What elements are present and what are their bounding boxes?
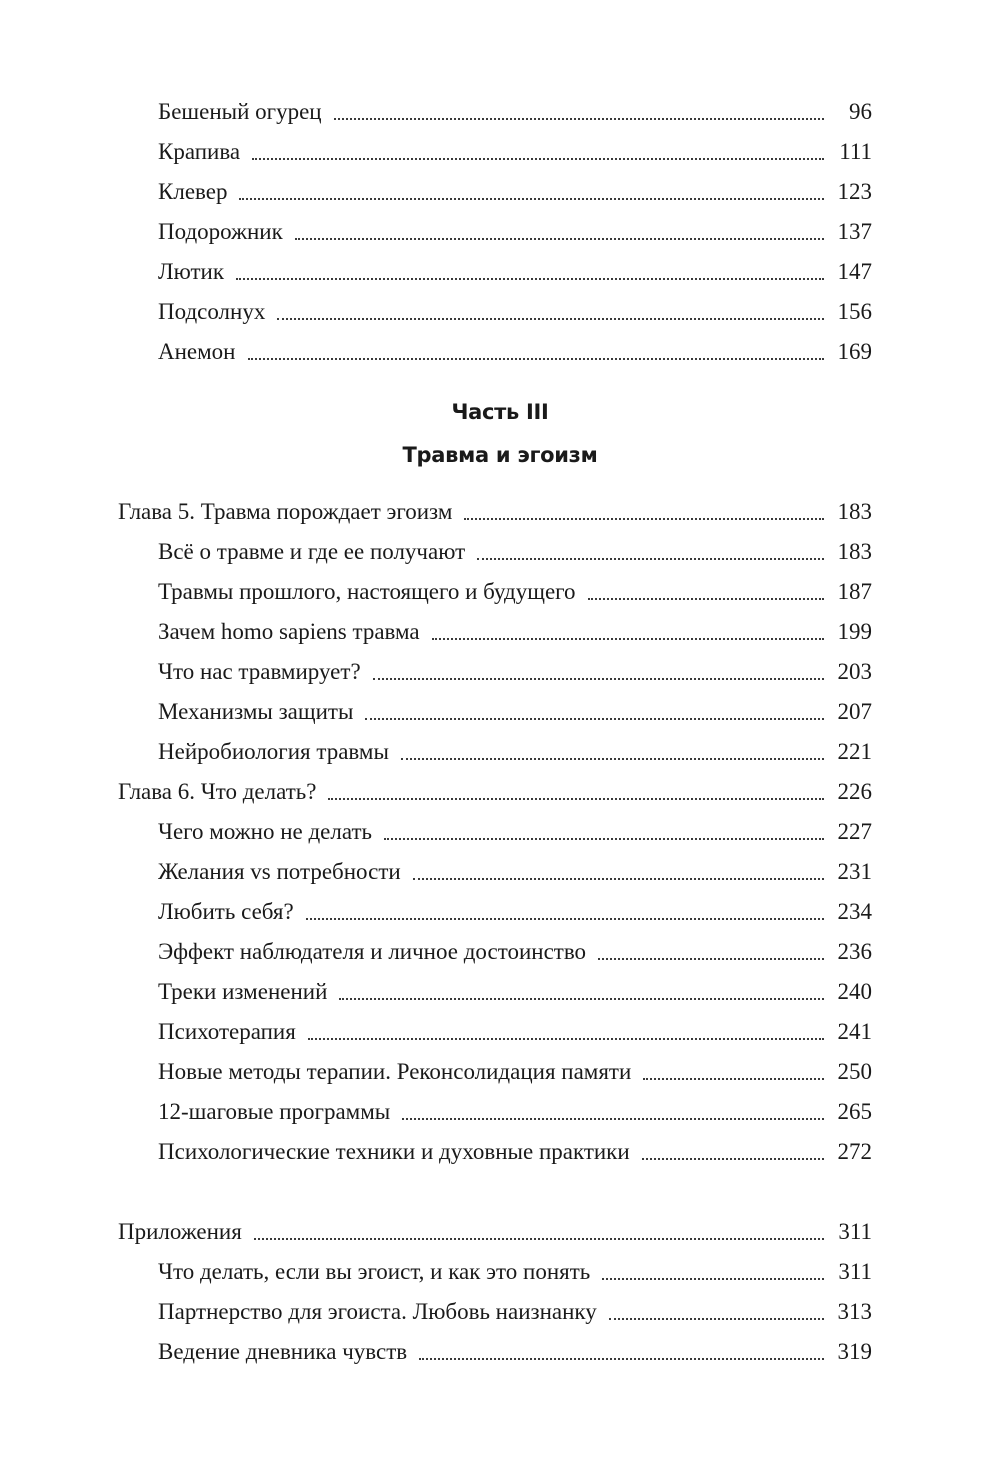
toc-entry-page: 137 xyxy=(837,219,872,244)
toc-entry-title: Зачем homo sapiens травма xyxy=(158,619,420,644)
toc-entry-title: Эффект наблюдателя и личное достоинство xyxy=(158,939,587,964)
toc-entry-page: 240 xyxy=(837,979,872,1004)
toc-leader-dots xyxy=(252,158,824,160)
toc-appendix-entry xyxy=(118,1206,872,1246)
toc-entry-title: Подорожник xyxy=(158,219,283,244)
toc-entry xyxy=(158,726,872,766)
toc-entry xyxy=(158,166,872,206)
toc-entry-title: Крапива xyxy=(158,139,241,164)
part-label: Часть III xyxy=(451,400,549,424)
toc-entry xyxy=(158,326,872,366)
toc-entry-title: Механизмы защиты xyxy=(158,699,354,724)
toc-entry-page: 241 xyxy=(837,1019,872,1044)
toc-entry xyxy=(158,286,872,326)
toc-leader-dots xyxy=(609,1318,824,1320)
toc-leader-dots xyxy=(432,638,824,640)
toc-leader-dots xyxy=(373,678,824,680)
toc-entry-title: Чего можно не делать xyxy=(158,819,373,844)
toc-chapter-page: 226 xyxy=(837,779,872,804)
toc-leader-dots xyxy=(277,318,824,320)
toc-entry-page: 236 xyxy=(837,939,872,964)
toc-entry-title: Подсолнух xyxy=(158,299,266,324)
toc-leader-dots xyxy=(339,998,824,1000)
toc-leader-dots xyxy=(308,1038,824,1040)
toc-entry-page: 221 xyxy=(837,739,872,764)
toc-leader-dots xyxy=(401,758,824,760)
toc-entry xyxy=(158,1286,872,1326)
toc-leader-dots xyxy=(643,1078,824,1080)
toc-entry-title: Психологические техники и духовные практики xyxy=(158,1139,630,1164)
toc-entry-page: 96 xyxy=(849,99,872,124)
toc-appendix-page: 311 xyxy=(838,1219,872,1244)
toc-entry xyxy=(158,1246,872,1286)
toc-entry-page: 231 xyxy=(837,859,872,884)
part-title: Травма и эгоизм xyxy=(402,443,598,467)
toc-entry xyxy=(158,806,872,846)
toc-entry xyxy=(158,1006,872,1046)
toc-entry-title: Бешеный огурец xyxy=(158,99,322,124)
toc-entry-page: 199 xyxy=(837,619,872,644)
toc-entry-page: 234 xyxy=(837,899,872,924)
toc-appendix-title: Приложения xyxy=(118,1219,242,1244)
toc-entry-title: Нейробиология травмы xyxy=(158,739,389,764)
toc-entry-page: 147 xyxy=(837,259,872,284)
toc-entry-page: 250 xyxy=(837,1059,872,1084)
toc-leader-dots xyxy=(306,918,824,920)
toc-chapter-page: 183 xyxy=(837,499,872,524)
toc-chapter-title: Глава 6. Что делать? xyxy=(118,779,317,804)
toc-leader-dots xyxy=(464,518,824,520)
toc-leader-dots xyxy=(254,1238,824,1240)
toc-leader-dots xyxy=(419,1358,824,1360)
toc-leader-dots xyxy=(598,958,824,960)
toc-chapter-title: Глава 5. Травма порождает эгоизм xyxy=(118,499,453,524)
toc-leader-dots xyxy=(642,1158,824,1160)
toc-entry-page: 311 xyxy=(838,1259,872,1284)
toc-entry-title: 12-шаговые программы xyxy=(158,1099,391,1124)
toc-entry-page: 123 xyxy=(837,179,872,204)
toc-entry-page: 156 xyxy=(837,299,872,324)
toc-leader-dots xyxy=(248,358,825,360)
toc-entry xyxy=(158,966,872,1006)
toc-leader-dots xyxy=(588,598,824,600)
toc-entry-page: 111 xyxy=(839,139,872,164)
toc-entry xyxy=(158,246,872,286)
toc-entry-title: Что делать, если вы эгоист, и как это понять xyxy=(158,1259,591,1284)
toc-leader-dots xyxy=(602,1278,824,1280)
toc-entry xyxy=(158,566,872,606)
toc-leader-dots xyxy=(402,1118,824,1120)
toc-entry-title: Ведение дневника чувств xyxy=(158,1339,408,1364)
toc-entry xyxy=(158,606,872,646)
toc-entry-page: 319 xyxy=(837,1339,872,1364)
toc-entry-page: 187 xyxy=(837,579,872,604)
toc-entry xyxy=(158,1126,872,1166)
toc-entry xyxy=(158,1046,872,1086)
toc-entry-title: Партнерство для эгоиста. Любовь наизнанку xyxy=(158,1299,597,1324)
toc-entry-page: 265 xyxy=(837,1099,872,1124)
toc-chapter-entry xyxy=(118,486,872,526)
toc-entry-page: 169 xyxy=(837,339,872,364)
toc-entry xyxy=(158,686,872,726)
toc-leader-dots xyxy=(477,558,824,560)
toc-entry xyxy=(158,1326,872,1366)
toc-leader-dots xyxy=(334,118,824,120)
toc-entry-title: Всё о травме и где ее получают xyxy=(158,539,466,564)
toc-entry-page: 183 xyxy=(837,539,872,564)
toc-leader-dots xyxy=(239,198,824,200)
toc-entry-title: Анемон xyxy=(158,339,236,364)
toc-leader-dots xyxy=(413,878,824,880)
toc-entry-title: Новые методы терапии. Реконсолидация памяти xyxy=(158,1059,632,1084)
toc-entry-title: Желания vs потребности xyxy=(158,859,401,884)
toc-leader-dots xyxy=(236,278,824,280)
toc-entry-title: Клевер xyxy=(158,179,228,204)
toc-entry-title: Лютик xyxy=(158,259,225,284)
toc-entry xyxy=(158,1086,872,1126)
toc-entry-title: Любить себя? xyxy=(158,899,294,924)
toc-entry xyxy=(158,886,872,926)
toc-entry xyxy=(158,206,872,246)
toc-entry-page: 203 xyxy=(837,659,872,684)
toc-entry xyxy=(158,86,872,126)
toc-leader-dots xyxy=(384,838,824,840)
toc-entry-page: 313 xyxy=(837,1299,872,1324)
toc-entry-title: Психотерапия xyxy=(158,1019,296,1044)
toc-entry xyxy=(158,646,872,686)
toc-entry xyxy=(158,926,872,966)
toc-entry-title: Что нас травмирует? xyxy=(158,659,361,684)
toc-entry-page: 227 xyxy=(837,819,872,844)
toc-entry xyxy=(158,846,872,886)
toc-entry-page: 207 xyxy=(837,699,872,724)
toc-chapter-entry xyxy=(118,766,872,806)
toc-entry xyxy=(158,526,872,566)
toc-entry xyxy=(158,126,872,166)
toc-entry-title: Треки изменений xyxy=(158,979,328,1004)
toc-entry-title: Травмы прошлого, настоящего и будущего xyxy=(158,579,576,604)
toc-leader-dots xyxy=(295,238,824,240)
toc-entry-page: 272 xyxy=(837,1139,872,1164)
toc-leader-dots xyxy=(365,718,824,720)
toc-leader-dots xyxy=(328,798,824,800)
